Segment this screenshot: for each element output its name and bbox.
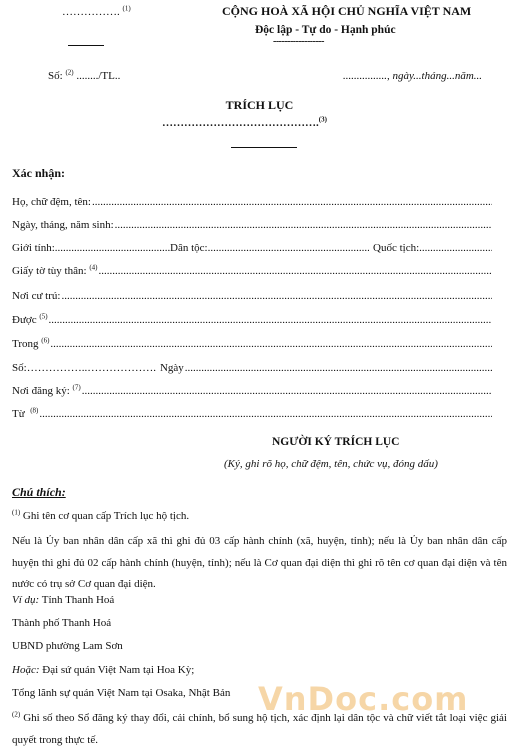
field-granted-label: Được $^{(5)}$ bbox=[12, 312, 48, 326]
field-granted-note: (5) bbox=[39, 312, 48, 321]
field-residence bbox=[12, 290, 492, 302]
title-underline bbox=[231, 147, 297, 148]
fill-dots bbox=[55, 242, 170, 254]
agency-underline bbox=[68, 45, 104, 46]
watermark-logo: VnDoc.com bbox=[258, 680, 469, 718]
ethnicity-segment bbox=[170, 242, 369, 254]
field-gender-label: Giới tính: bbox=[12, 242, 55, 254]
field-within-note: (6) bbox=[41, 336, 50, 345]
subtitle-note: (3) bbox=[318, 115, 327, 124]
field-number-date bbox=[12, 362, 492, 374]
field-residence-label: Nơi cư trú: bbox=[12, 290, 61, 302]
example-line-2: Thành phố Thanh Hoá bbox=[12, 617, 112, 629]
field-ethnicity-label: Dân tộc: bbox=[170, 242, 208, 254]
note-1-text: Ghi tên cơ quan cấp Trích lục hộ tịch. bbox=[22, 510, 190, 522]
fill-dots bbox=[208, 242, 369, 254]
field-registration-place-note: (7) bbox=[72, 383, 81, 392]
fill-dots bbox=[185, 362, 492, 374]
notes-heading: Chú thích: bbox=[12, 485, 66, 499]
alternative-value: Đại sứ quán Việt Nam tại Hoa Kỳ; bbox=[42, 664, 195, 676]
fill-dots bbox=[50, 338, 492, 350]
signer-note: (Ký, ghi rõ họ, chữ đệm, tên, chức vụ, đóng dấu) bbox=[224, 458, 438, 470]
example-label: Ví dụ: bbox=[12, 594, 40, 606]
field-within bbox=[12, 338, 492, 350]
fill-dots bbox=[98, 265, 492, 277]
alternative-label: Hoặc: bbox=[12, 664, 40, 676]
example-line-4 bbox=[12, 664, 194, 676]
field-full-name bbox=[12, 196, 492, 208]
fill-dots bbox=[39, 408, 492, 420]
field-full-name-label: Họ, chữ đệm, tên: bbox=[12, 196, 91, 208]
document-subtitle bbox=[162, 117, 327, 129]
document-number-value: ......../TL.. bbox=[76, 70, 121, 82]
fill-dots bbox=[82, 385, 492, 397]
note-1-mark: (1) bbox=[12, 508, 21, 517]
field-number-dots: ……………..………………. bbox=[26, 362, 156, 374]
example-line-1 bbox=[12, 594, 114, 606]
gender-segment bbox=[12, 242, 170, 254]
field-gender-ethnicity-nationality bbox=[12, 242, 492, 254]
field-id-document-label: Giấy tờ tùy thân: $^{(4)}$ bbox=[12, 263, 98, 277]
field-date-label: Ngày bbox=[159, 362, 184, 374]
field-from-note: (8) bbox=[30, 406, 39, 415]
document-number-note: (2) bbox=[65, 68, 74, 77]
nationality-segment bbox=[373, 242, 492, 254]
fill-dots bbox=[61, 290, 492, 302]
note-1 bbox=[12, 510, 189, 522]
field-birth-date bbox=[12, 219, 492, 231]
note-2-text: Ghi số theo Sổ đăng ký thay đổi, cải chính, bổ sung hộ tịch, xác định lại dân tộc và chữ viết tắt loại việc giải quyết trong thực tế. bbox=[12, 712, 507, 746]
fill-dots bbox=[419, 242, 492, 254]
example-line-5: Tổng lãnh sự quán Việt Nam tại Osaka, Nhật Bản bbox=[12, 687, 231, 699]
field-id-document-note: (4) bbox=[89, 263, 98, 272]
note-1-paragraph: Nếu là Ủy ban nhân dân cấp xã thì ghi đủ 03 cấp hành chính (xã, huyện, tỉnh); nếu là Ủy ban nhân dân cấp huyện thì ghi đủ 02 cấp hành chính (huyện, tỉnh); nếu là Cơ quan đại diện thì ghi rõ tên cơ quan đại diện và tên nước có trụ sở Cơ quan đại diện. bbox=[12, 535, 507, 590]
signer-title: NGƯỜI KÝ TRÍCH LỤC bbox=[272, 436, 400, 448]
field-registration-place-label: Nơi đăng ký: $^{(7)}$ bbox=[12, 383, 81, 397]
document-title: TRÍCH LỤC bbox=[225, 98, 294, 112]
document-number-label: Số: bbox=[48, 70, 63, 82]
fill-dots bbox=[49, 314, 492, 326]
confirm-label: Xác nhận: bbox=[12, 166, 66, 180]
subtitle-dots: ……………………………………. bbox=[162, 117, 319, 129]
field-id-document bbox=[12, 265, 492, 277]
country-name: CỘNG HOÀ XÃ HỘI CHỦ NGHĨA VIỆT NAM bbox=[222, 4, 472, 18]
issuing-agency bbox=[62, 6, 131, 18]
example-value: Tỉnh Thanh Hoá bbox=[41, 594, 115, 606]
field-nationality-label: Quốc tịch: bbox=[373, 242, 420, 254]
national-motto: Độc lập - Tự do - Hạnh phúc bbox=[255, 24, 396, 36]
field-number-label: Số: bbox=[12, 362, 27, 374]
field-from bbox=[12, 408, 492, 420]
issuing-agency-note: (1) bbox=[122, 4, 131, 13]
field-birth-date-label: Ngày, tháng, năm sinh: bbox=[12, 219, 114, 231]
example-line-3: UBND phường Lam Sơn bbox=[12, 640, 123, 652]
fill-dots bbox=[92, 196, 492, 208]
field-from-label: Từ $^{(8)}$ bbox=[12, 406, 39, 420]
issuing-agency-placeholder: ……………. bbox=[62, 6, 120, 18]
fill-dots bbox=[115, 219, 492, 231]
issue-date: ................, ngày...tháng...năm... bbox=[343, 70, 483, 82]
field-registration-place bbox=[12, 385, 492, 397]
field-within-label: Trong $^{(6)}$ bbox=[12, 336, 50, 350]
document-number bbox=[48, 70, 120, 82]
note-2-mark: (2) bbox=[12, 710, 21, 719]
motto-underline: ------------------ bbox=[273, 36, 324, 47]
field-granted bbox=[12, 314, 492, 326]
